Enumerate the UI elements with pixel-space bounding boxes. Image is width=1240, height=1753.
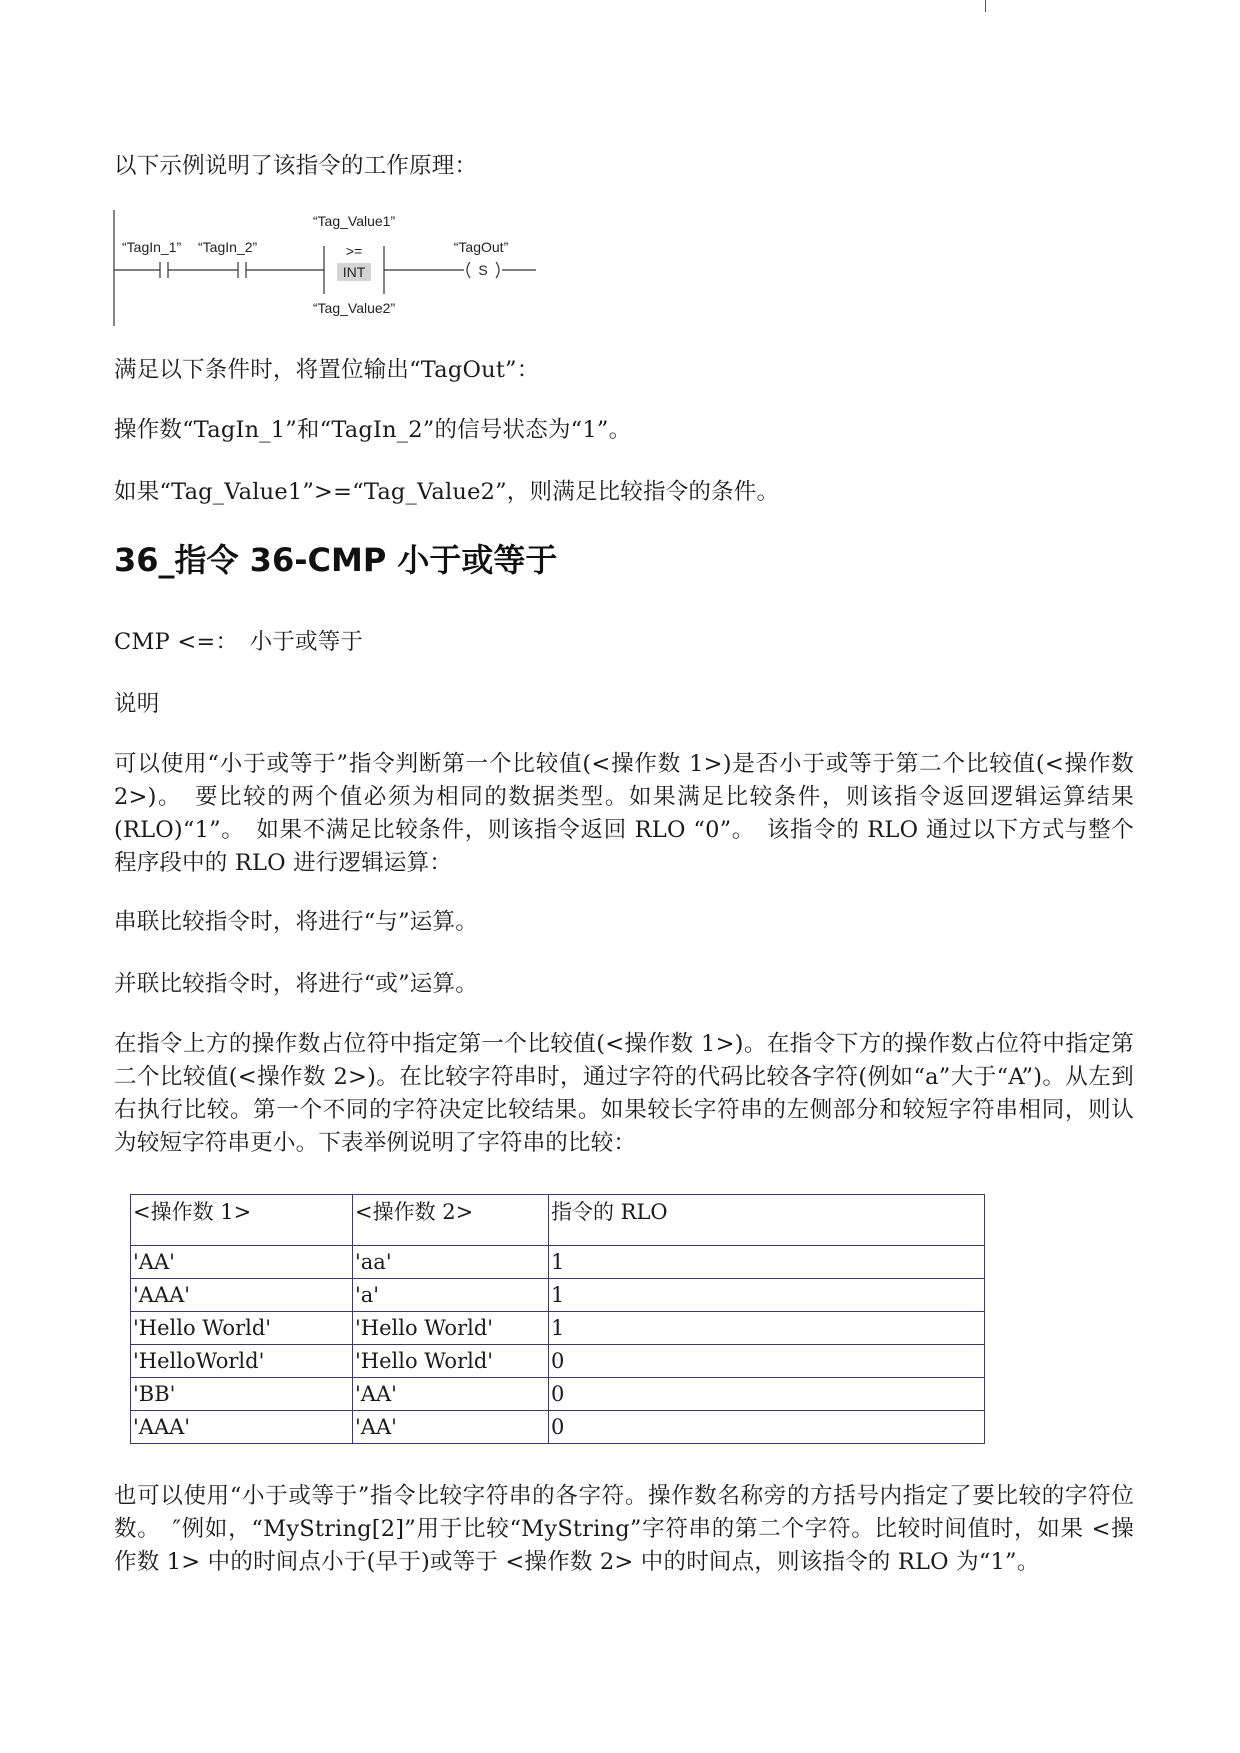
string-comparison-table: [130, 1194, 985, 1444]
table-cell: 'Hello World': [131, 1312, 353, 1345]
condition-text: 满足以下条件时，将置位输出“TagOut”：: [114, 357, 540, 383]
table-row: [131, 1246, 985, 1279]
table-cell: 'AA': [131, 1246, 353, 1279]
table-header: 指令的 RLO: [549, 1195, 985, 1246]
coil-label: S: [478, 262, 488, 278]
table-row: [131, 1411, 985, 1444]
set-coil: [467, 262, 470, 278]
table-row: [131, 1279, 985, 1312]
coil-tag-label: “TagOut”: [453, 239, 509, 255]
instruction-name: CMP <=： 小于或等于: [114, 629, 364, 655]
operand-bottom-label: “Tag_Value2”: [312, 300, 396, 316]
table-row: [131, 1312, 985, 1345]
table-header: <操作数 1>: [131, 1195, 353, 1246]
table-cell: 1: [549, 1312, 985, 1345]
ladder-diagram: [112, 210, 542, 330]
table-cell: 'AA': [353, 1378, 549, 1411]
table-cell: 0: [549, 1345, 985, 1378]
parallel-text: 并联比较指令时，将进行“或”运算。: [114, 971, 478, 997]
operand-paragraph: 在指令上方的操作数占位符中指定第一个比较值(<操作数 1>)。在指令下方的操作数占位符中指定第 二个比较值(<操作数 2>)。在比较字符串时，通过字符的代码比较各字符(例如“a”大于“A”)。从左到右执行比较。第一个不同的字符决定比较结果。如果较长字符串的左侧部分和较短字符串相同，则认为较短字符串更小。下表举例说明了字符串的比较：: [114, 1031, 1134, 1156]
page-edge-mark: [985, 0, 986, 12]
table-cell: 'aa': [353, 1246, 549, 1279]
table-cell: 'HelloWorld': [131, 1345, 353, 1378]
description-label: 说明: [114, 691, 160, 717]
table-cell: 'Hello World': [353, 1312, 549, 1345]
character-comparison-paragraph: 也可以使用“小于或等于”指令比较字符串的各字符。操作数名称旁的方括号内指定了要比较的字符位 数。 ″例如，“MyString[2]”用于比较“MyString”字符串的第二个字符。比较时间值时，如果 <操作数 1> 中的时间点小于(早于)或等于 <操作数 2> 中的时间点，则该指令的 RLO 为“1”。: [114, 1483, 1134, 1575]
operand-top-label: “Tag_Value1”: [312, 213, 396, 229]
table-row: [131, 1378, 985, 1411]
table-cell: 0: [549, 1411, 985, 1444]
table-cell: 'AAA': [131, 1279, 353, 1312]
table-cell: 'Hello World': [353, 1345, 549, 1378]
intro-text: 以下示例说明了该指令的工作原理：: [114, 153, 478, 179]
table-cell: 'BB': [131, 1378, 353, 1411]
contact-1-label: “TagIn_1”: [122, 239, 182, 255]
section-title: 36_指令 36-CMP 小于或等于: [114, 541, 558, 579]
condition-text: 如果“Tag_Value1”>=“Tag_Value2”，则满足比较指令的条件。: [114, 479, 780, 505]
table-cell: 0: [549, 1378, 985, 1411]
table-row: [131, 1345, 985, 1378]
table-cell: 1: [549, 1279, 985, 1312]
contact-2-label: “TagIn_2”: [198, 239, 258, 255]
table-header: <操作数 2>: [353, 1195, 549, 1246]
series-text: 串联比较指令时，将进行“与”运算。: [114, 909, 478, 935]
table-cell: 'AAA': [131, 1411, 353, 1444]
table-cell: 'a': [353, 1279, 549, 1312]
type-label: INT: [342, 264, 366, 280]
table-cell: 'AA': [353, 1411, 549, 1444]
table-cell: 1: [549, 1246, 985, 1279]
description-paragraph: 可以使用“小于或等于”指令判断第一个比较值(<操作数 1>)是否小于或等于第二个比较值(<操作数 2>)。 要比较的两个值必须为相同的数据类型。如果满足比较条件，则该指令返回逻辑运算结果 (RLO)“1”。 如果不满足比较条件，则该指令返回 RLO “0”。 该指令的 RLO 通过以下方式与整个程序段中的 RLO 进行逻辑运算：: [114, 751, 1134, 876]
table-header-row: [131, 1195, 985, 1246]
operator-label: >=: [345, 243, 363, 259]
condition-text: 操作数“TagIn_1”和“TagIn_2”的信号状态为“1”。: [114, 417, 632, 443]
